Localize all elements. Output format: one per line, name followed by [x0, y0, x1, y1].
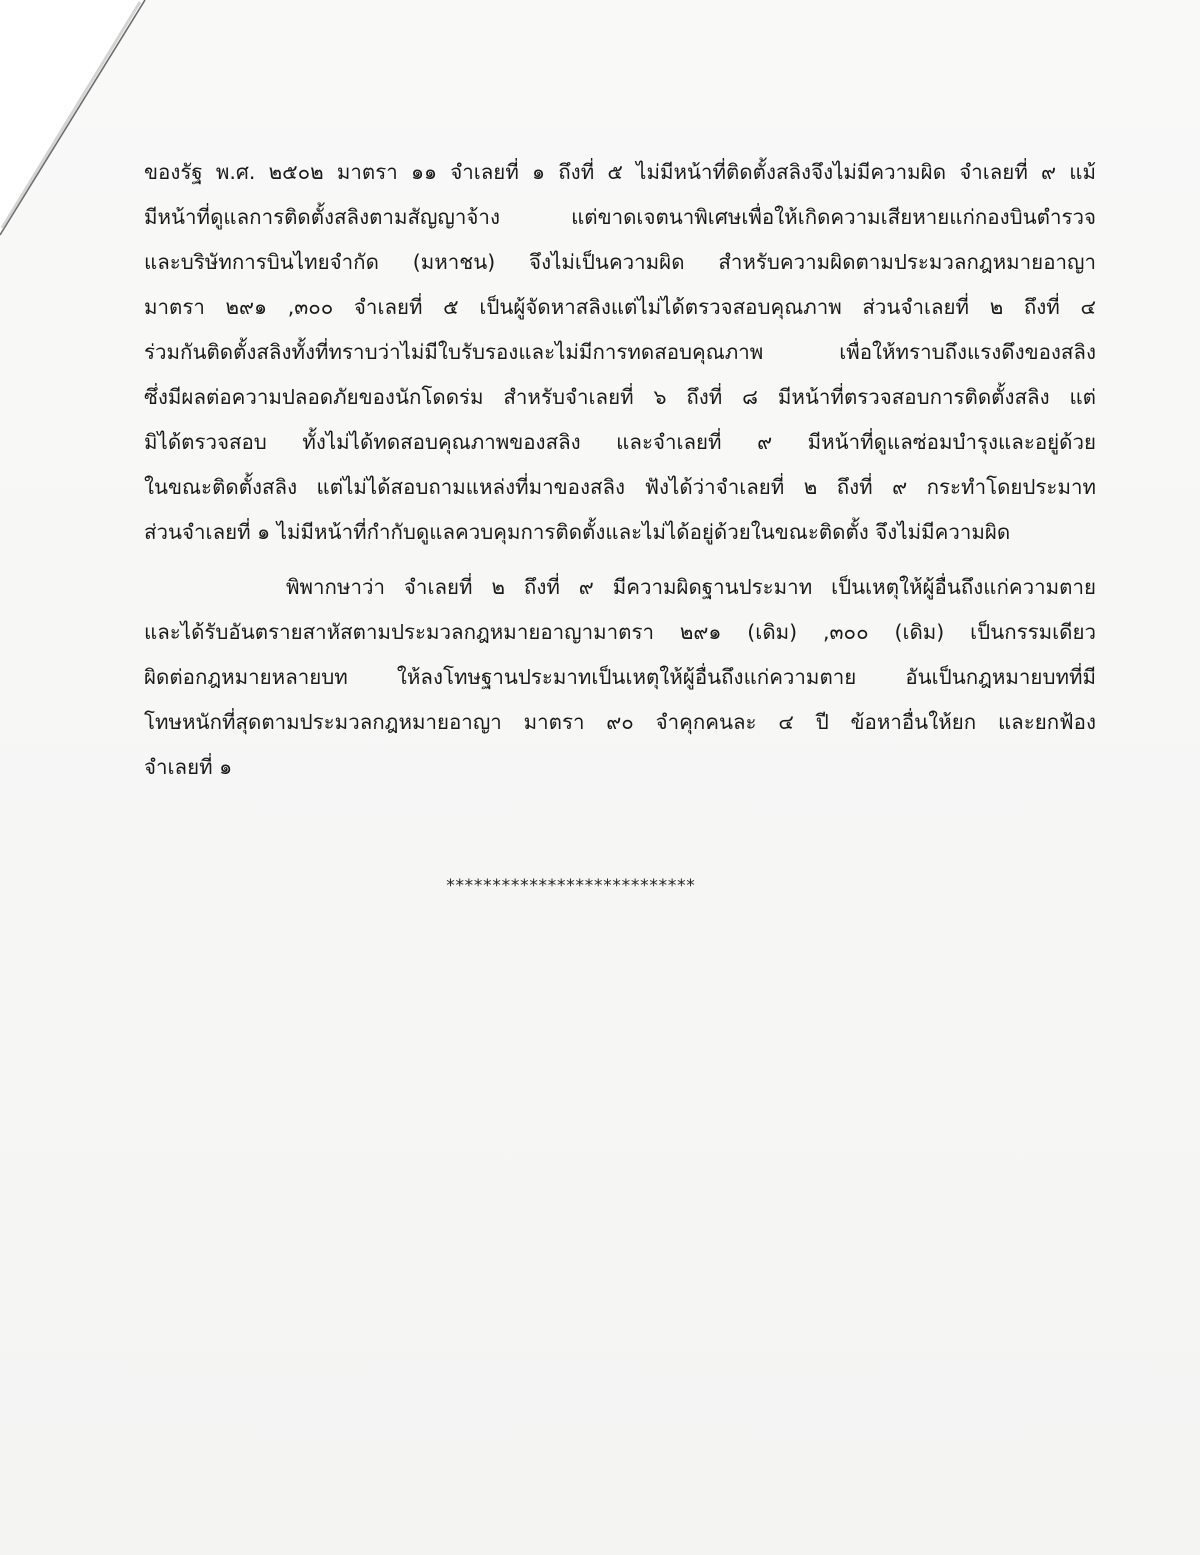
- page-corner-fold: [0, 0, 160, 250]
- text-line: จำเลยที่ ๑: [144, 755, 233, 779]
- text-line: ร่วมกันติดตั้งสลิงทั้งที่ทราบว่าไม่มีใบรับรองและไม่มีการทดสอบคุณภาพ เพื่อให้ทราบถึงแรงดึงของสลิง: [144, 340, 1096, 364]
- paragraph-judgment: [144, 565, 1096, 790]
- document-body: [144, 150, 1096, 790]
- text-line: ผิดต่อกฎหมายหลายบท ให้ลงโทษฐานประมาทเป็นเหตุให้ผู้อื่นถึงแก่ความตาย อันเป็นกฎหมายบทที่มี: [144, 665, 1096, 689]
- text-line: มาตรา ๒๙๑ ,๓๐๐ จำเลยที่ ๕ เป็นผู้จัดหาสลิงแต่ไม่ได้ตรวจสอบคุณภาพ ส่วนจำเลยที่ ๒ ถึงที่ ๔: [144, 295, 1096, 319]
- text-line: ในขณะติดตั้งสลิง แต่ไม่ได้สอบถามแหล่งที่มาของสลิง ฟังได้ว่าจำเลยที่ ๒ ถึงที่ ๙ กระทำโดยประมาท: [144, 475, 1096, 499]
- text-line: และได้รับอันตรายสาหัสตามประมวลกฎหมายอาญามาตรา ๒๙๑ (เดิม) ,๓๐๐ (เดิม) เป็นกรรมเดียว: [144, 620, 1096, 644]
- paragraph-spacer: [144, 555, 1096, 565]
- text-line: ส่วนจำเลยที่ ๑ ไม่มีหน้าที่กำกับดูแลควบคุมการติดตั้งและไม่ได้อยู่ด้วยในขณะติดตั้ง จึงไม่มีความผิด: [144, 520, 1011, 544]
- paragraph-reasoning: [144, 150, 1096, 555]
- text-line: พิพากษาว่า จำเลยที่ ๒ ถึงที่ ๙ มีความผิดฐานประมาท เป็นเหตุให้ผู้อื่นถึงแก่ความตาย: [286, 575, 1096, 599]
- text-line: มิได้ตรวจสอบ ทั้งไม่ได้ทดสอบคุณภาพของสลิง และจำเลยที่ ๙ มีหน้าที่ดูแลซ่อมบำรุงและอยู่ด้วย: [144, 430, 1096, 454]
- text-line: โทษหนักที่สุดตามประมวลกฎหมายอาญา มาตรา ๙๐ จำคุกคนละ ๔ ปี ข้อหาอื่นให้ยก และยกฟ้อง: [144, 710, 1096, 734]
- text-line: และบริษัทการบินไทยจำกัด (มหาชน) จึงไม่เป็นความผิด สำหรับความผิดตามประมวลกฎหมายอาญา: [144, 250, 1096, 274]
- text-line: มีหน้าที่ดูแลการติดตั้งสลิงตามสัญญาจ้าง แต่ขาดเจตนาพิเศษเพื่อให้เกิดความเสียหายแก่กองบินตำรวจ: [144, 205, 1096, 229]
- text-line: ของรัฐ พ.ศ. ๒๕๐๒ มาตรา ๑๑ จำเลยที่ ๑ ถึงที่ ๕ ไม่มีหน้าที่ติดตั้งสลิงจึงไม่มีความผิด จำเลยที่ ๙ แม้: [144, 160, 1096, 184]
- end-separator: ***************************: [445, 876, 695, 896]
- text-line: ซึ่งมีผลต่อความปลอดภัยของนักโดดร่ม สำหรับจำเลยที่ ๖ ถึงที่ ๘ มีหน้าที่ตรวจสอบการติดตั้งสลิง แต่: [144, 385, 1096, 409]
